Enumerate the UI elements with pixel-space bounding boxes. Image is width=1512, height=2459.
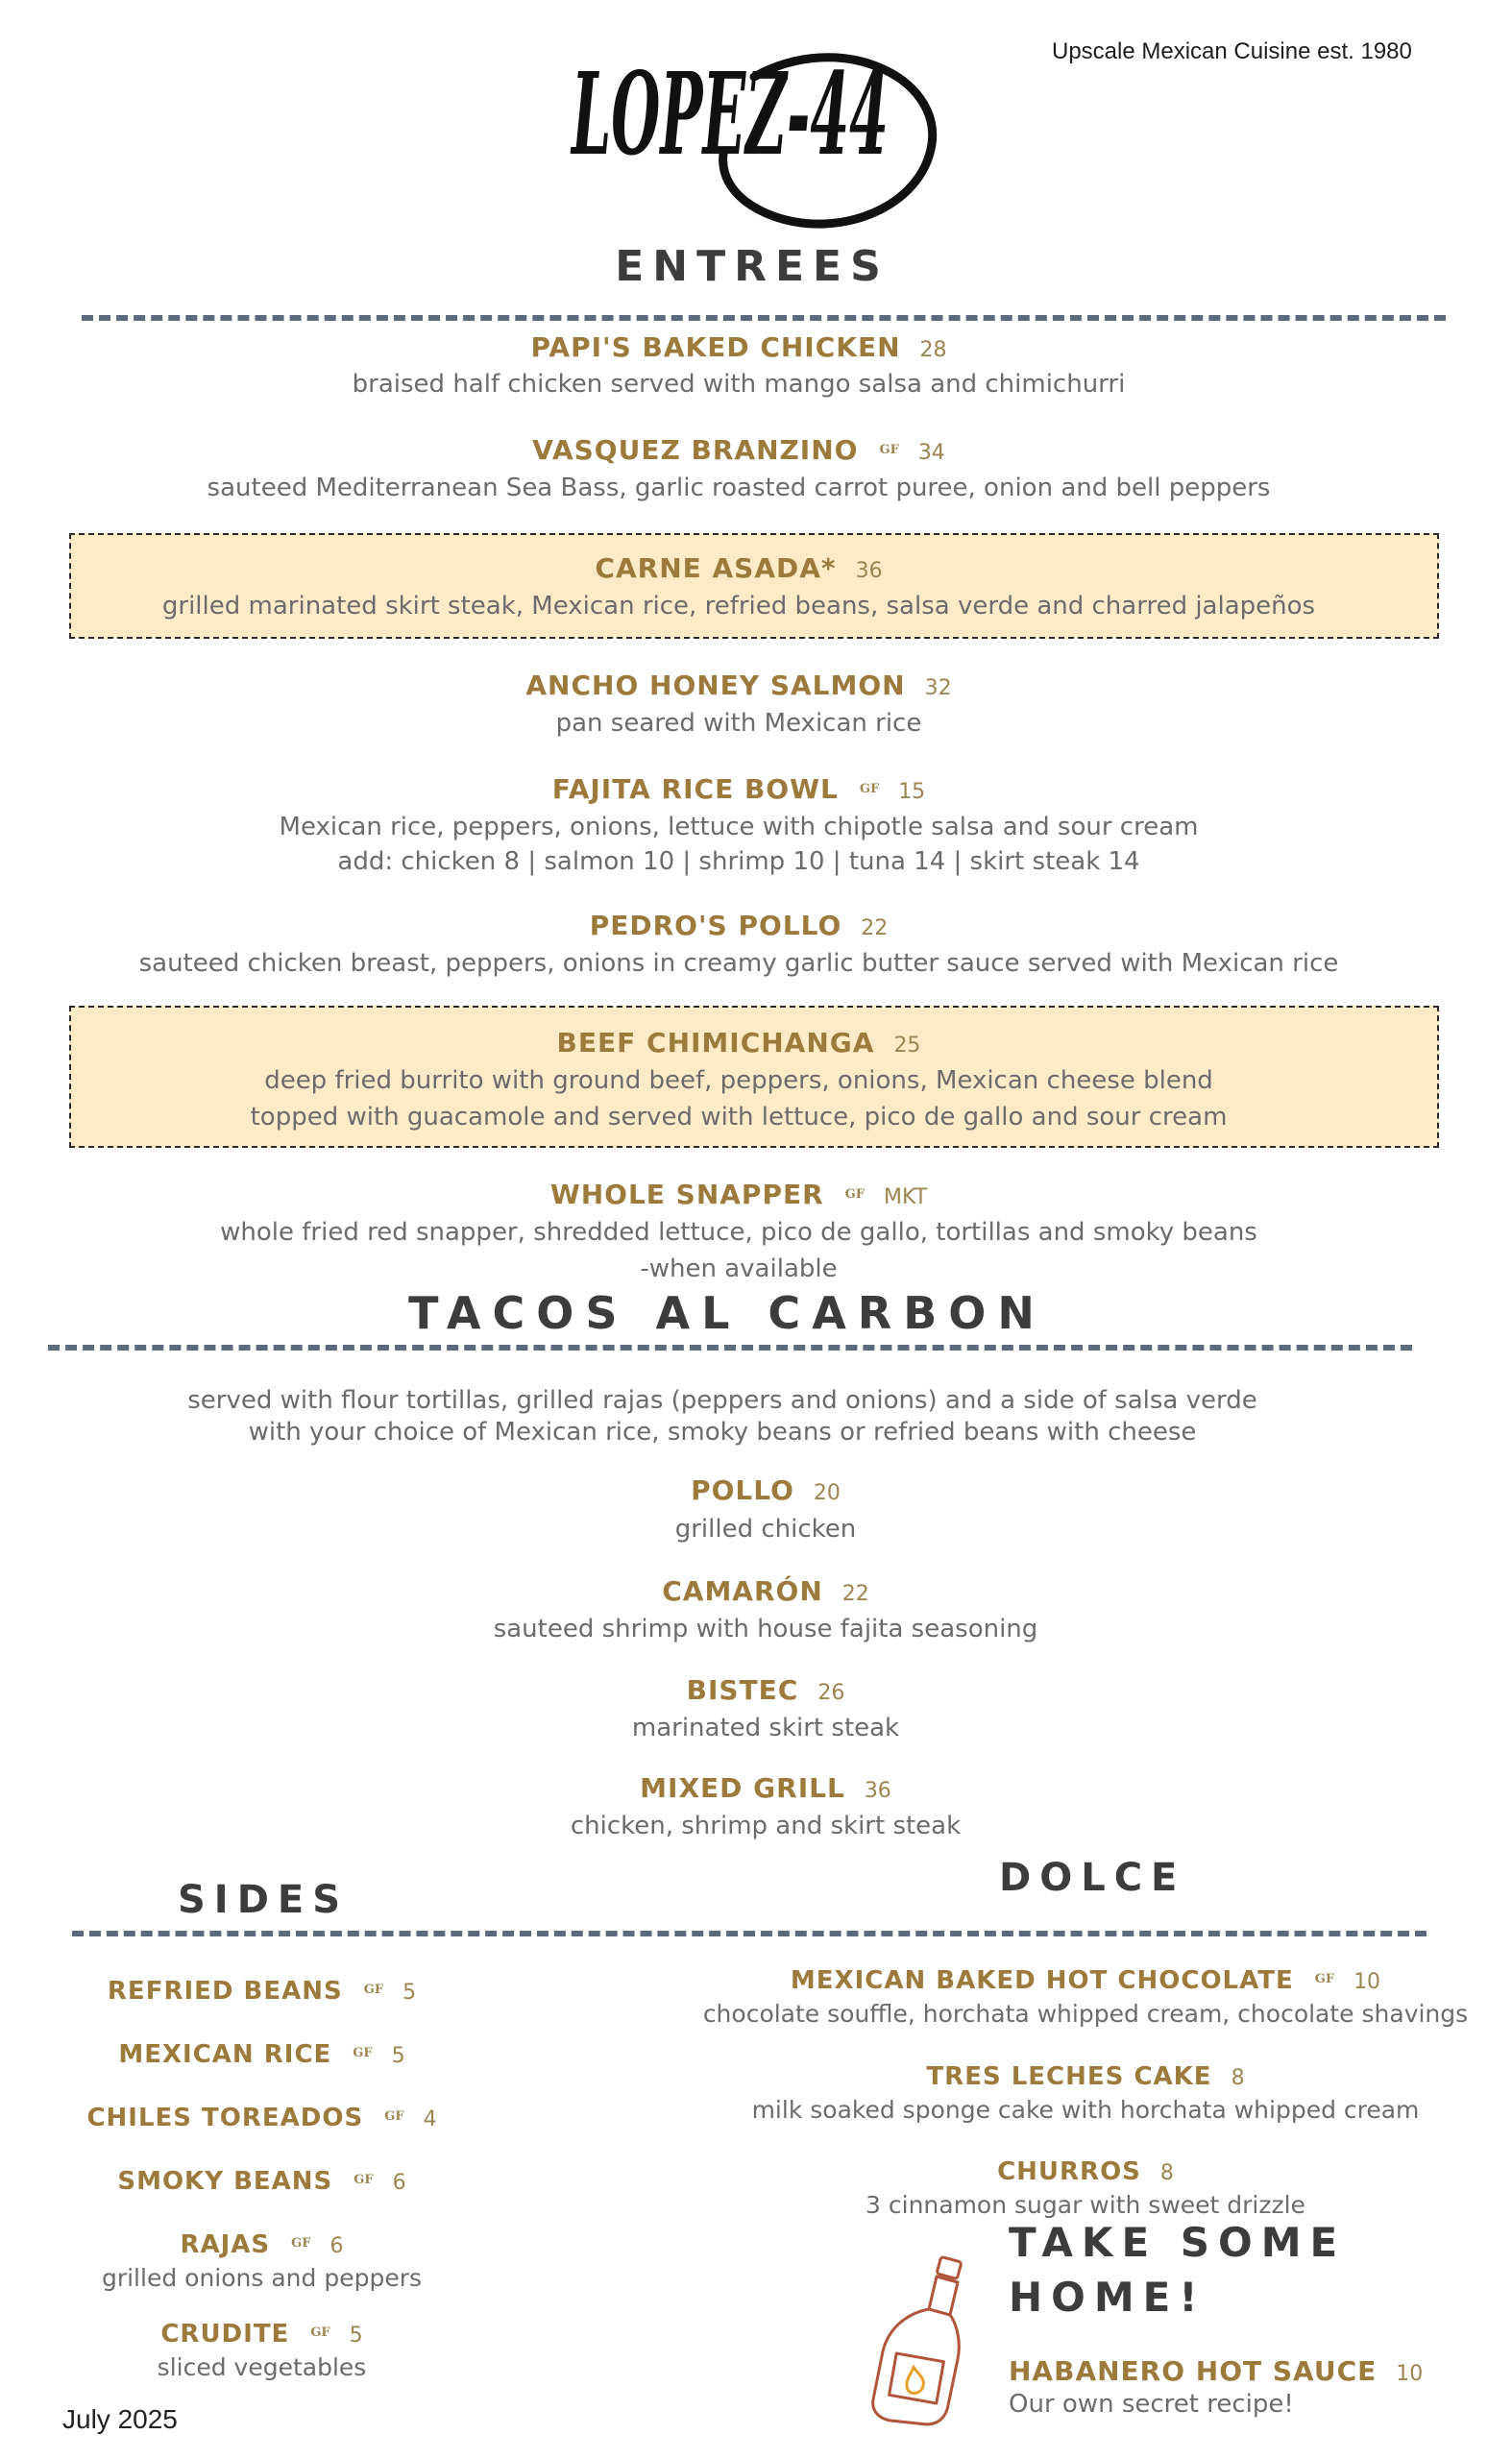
- side-price: 6: [392, 2171, 406, 2195]
- entree-price: 22: [861, 916, 889, 940]
- gf-badge: GF: [353, 2046, 373, 2060]
- side-item: [0, 2167, 524, 2196]
- taco-name: BISTEC: [686, 1674, 799, 1706]
- side-price: 5: [402, 1981, 417, 2005]
- take-home-item-desc: Our own secret recipe!: [1009, 2390, 1294, 2419]
- taco-name: POLLO: [691, 1474, 794, 1506]
- taco-desc: sauteed shrimp with house fajita seasoning: [493, 1615, 1038, 1643]
- entree-item: [0, 1027, 1485, 1059]
- side-desc: grilled onions and peppers: [101, 2264, 423, 2292]
- sides-dolce-divider: [72, 1931, 1427, 1936]
- side-name: CRUDITE: [160, 2320, 290, 2349]
- entree-name: PEDRO'S POLLO: [589, 910, 842, 941]
- dolce-desc: 3 cinnamon sugar with sweet drizzle: [866, 2191, 1305, 2219]
- entree-item: [0, 670, 1485, 701]
- side-item: [0, 2104, 524, 2132]
- dolce-desc: milk soaked sponge cake with horchata whipped cream: [751, 2096, 1420, 2124]
- tacos-title: TACOS AL CARBON: [408, 1287, 1046, 1339]
- taco-item: [19, 1674, 1512, 1706]
- taco-name: MIXED GRILL: [640, 1772, 845, 1804]
- entree-desc: sauteed chicken breast, peppers, onions in creamy garlic butter sauce served with Mexican rice: [138, 949, 1339, 978]
- entree-desc: whole fried red snapper, shredded lettuce, pico de gallo, tortillas and smoky beans: [220, 1218, 1257, 1247]
- entree-desc: grilled marinated skirt steak, Mexican rice, refried beans, salsa verde and charred jalapeños: [161, 592, 1316, 621]
- entree-item: [0, 910, 1485, 941]
- gf-badge: GF: [879, 443, 899, 457]
- gf-badge: GF: [1314, 1972, 1335, 1986]
- entree-price: 28: [919, 338, 947, 362]
- side-desc: sliced vegetables: [157, 2353, 367, 2381]
- entree-desc: sauteed Mediterranean Sea Bass, garlic roasted carrot puree, onion and bell peppers: [207, 474, 1271, 502]
- dolce-name: CHURROS: [997, 2157, 1141, 2186]
- take-home-title-line2: HOME!: [1009, 2274, 1207, 2321]
- entree-item: [0, 552, 1485, 584]
- gf-badge: GF: [310, 2325, 330, 2340]
- dolce-price: 8: [1159, 2161, 1174, 2185]
- taco-desc: marinated skirt steak: [631, 1714, 900, 1742]
- entrees-title: ENTREES: [615, 242, 890, 291]
- dolce-item: [692, 2157, 1479, 2186]
- sides-title: SIDES: [178, 1878, 350, 1922]
- entree-name: WHOLE SNAPPER: [549, 1179, 824, 1210]
- entree-desc: pan seared with Mexican rice: [555, 709, 922, 738]
- side-name: CHILES TOREADOS: [86, 2104, 364, 2132]
- entree-price: 36: [855, 559, 883, 583]
- taco-item: [19, 1575, 1512, 1607]
- side-item: [0, 1977, 524, 2006]
- gf-badge: GF: [363, 1983, 384, 1997]
- side-item: [0, 2040, 524, 2069]
- dolce-title: DOLCE: [999, 1856, 1186, 1900]
- side-item: [0, 2230, 524, 2259]
- entree-price: 32: [924, 676, 952, 700]
- logo-graphic: [562, 19, 946, 240]
- side-price: 6: [329, 2234, 344, 2258]
- taco-price: 36: [864, 1779, 891, 1803]
- tacos-intro-line2: with your choice of Mexican rice, smoky beans or refried beans with cheese: [248, 1418, 1197, 1447]
- dolce-price: 8: [1231, 2066, 1245, 2090]
- take-home-item-name: HABANERO HOT SAUCE: [1009, 2355, 1378, 2387]
- entree-price: 34: [917, 441, 945, 465]
- side-name: RAJAS: [180, 2230, 271, 2259]
- taco-desc: grilled chicken: [674, 1515, 857, 1544]
- dolce-name: MEXICAN BAKED HOT CHOCOLATE: [790, 1966, 1294, 1995]
- tacos-divider: [48, 1345, 1412, 1351]
- taco-price: 22: [841, 1582, 869, 1606]
- entree-desc: deep fried burrito with ground beef, peppers, onions, Mexican cheese blend: [264, 1066, 1213, 1095]
- entree-item: [0, 434, 1485, 466]
- tagline: Upscale Mexican Cuisine est. 1980: [1052, 38, 1412, 64]
- taco-item: [19, 1772, 1512, 1804]
- gf-badge: GF: [384, 2109, 404, 2124]
- entree-name: CARNE ASADA*: [595, 552, 837, 584]
- entree-name: PAPI'S BAKED CHICKEN: [530, 331, 901, 363]
- entree-name: BEEF CHIMICHANGA: [556, 1027, 875, 1059]
- side-name: REFRIED BEANS: [107, 1977, 343, 2006]
- footer-date: July 2025: [62, 2404, 178, 2434]
- dolce-price: 10: [1353, 1970, 1381, 1994]
- taco-name: CAMARÓN: [662, 1575, 823, 1607]
- side-name: MEXICAN RICE: [118, 2040, 332, 2069]
- entree-desc: topped with guacamole and served with lettuce, pico de gallo and sour cream: [250, 1103, 1228, 1132]
- entree-item: [0, 1179, 1485, 1210]
- entree-name: FAJITA RICE BOWL: [551, 773, 839, 805]
- highlight-box: [69, 533, 1439, 639]
- hot-sauce-bottle-icon: [869, 2255, 975, 2423]
- entree-name: ANCHO HONEY SALMON: [525, 670, 906, 701]
- tacos-intro-line1: served with flour tortillas, grilled rajas (peppers and onions) and a side of salsa verde: [187, 1386, 1257, 1415]
- entree-price: 15: [898, 780, 926, 804]
- side-name: SMOKY BEANS: [117, 2167, 333, 2196]
- side-item: [0, 2320, 524, 2349]
- gf-badge: GF: [859, 782, 880, 796]
- dolce-item: [692, 1966, 1479, 1995]
- entree-desc: Mexican rice, peppers, onions, lettuce with chipotle salsa and sour cream: [279, 813, 1199, 841]
- taco-price: 26: [817, 1681, 845, 1705]
- entree-desc: -when available: [640, 1254, 838, 1283]
- take-home-item-price: 10: [1396, 2362, 1424, 2386]
- take-home-title-line1: TAKE SOME: [1009, 2219, 1347, 2266]
- entree-price: MKT: [884, 1185, 928, 1209]
- side-price: 5: [391, 2044, 405, 2068]
- entree-item: [0, 773, 1485, 805]
- dolce-desc: chocolate souffle, horchata whipped cream, chocolate shavings: [702, 2000, 1469, 2028]
- taco-desc: chicken, shrimp and skirt steak: [570, 1812, 962, 1840]
- taco-price: 20: [813, 1481, 841, 1505]
- dolce-item: [692, 2062, 1479, 2091]
- logo-wordmark: LOPEZ-44: [570, 47, 889, 181]
- dolce-name: TRES LECHES CAKE: [926, 2062, 1212, 2091]
- logo: [562, 19, 946, 240]
- entree-desc: braised half chicken served with mango salsa and chimichurri: [352, 370, 1126, 399]
- gf-badge: GF: [844, 1187, 866, 1202]
- entrees-divider: [82, 315, 1446, 321]
- gf-badge: GF: [354, 2173, 374, 2187]
- gf-badge: GF: [291, 2236, 311, 2251]
- taco-item: [19, 1474, 1512, 1506]
- side-price: 4: [423, 2107, 437, 2131]
- entree-desc: add: chicken 8 | salmon 10 | shrimp 10 | tuna 14 | skirt steak 14: [337, 847, 1140, 876]
- entree-name: VASQUEZ BRANZINO: [532, 434, 859, 466]
- entree-price: 25: [893, 1034, 921, 1058]
- side-price: 5: [349, 2324, 363, 2348]
- entree-item: [0, 331, 1485, 363]
